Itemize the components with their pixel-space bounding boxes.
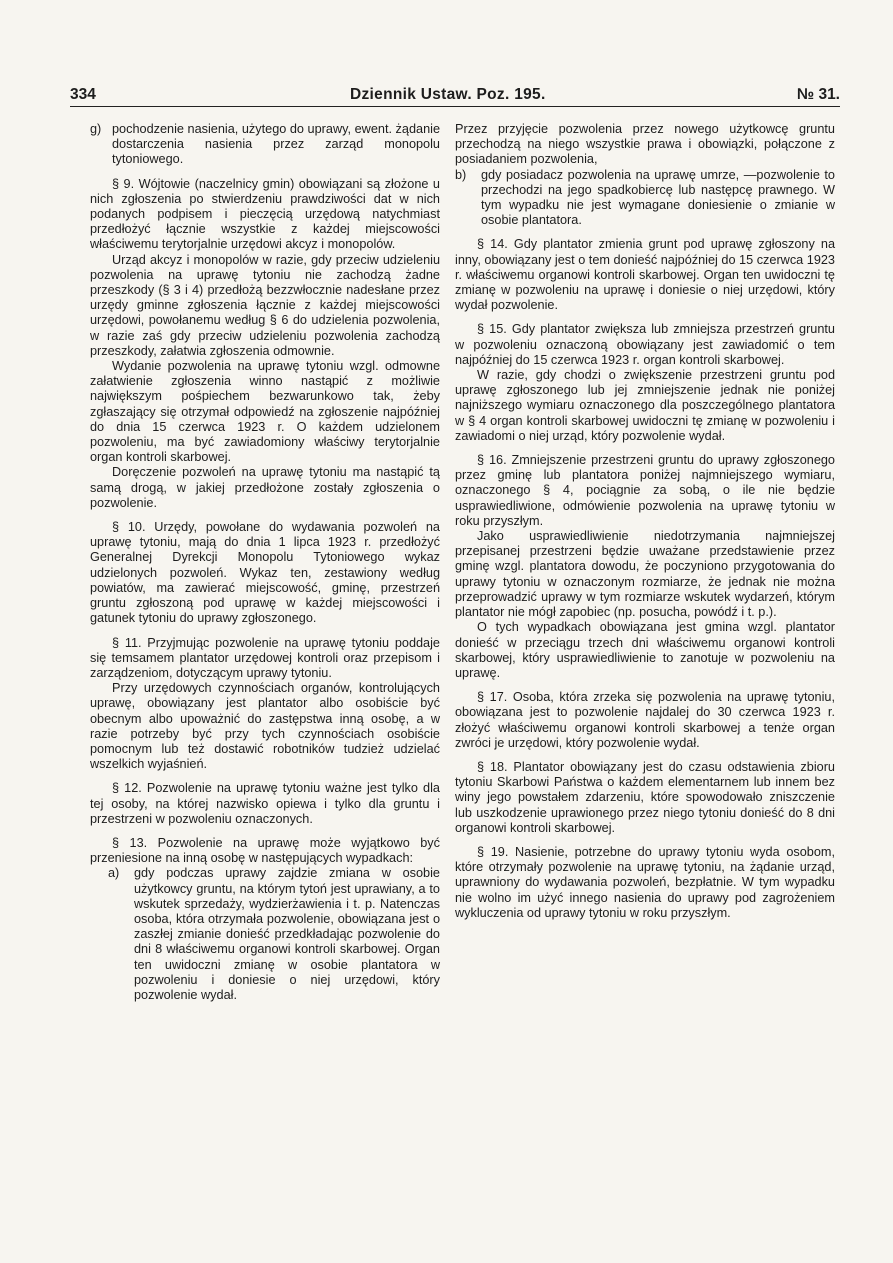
section-16-paragraph: O tych wypadkach obowiązana jest gmina wzgl. plantator donieść w przeciągu trzech dni właściwemu organowi kontroli skarbowej, który usprawiedliwienie to zanotuje w pozwoleniu na uprawę. xyxy=(455,620,835,680)
list-item-a-continuation: Przez przyjęcie pozwolenia przez nowego użytkowcę gruntu przechodzą na niego wszystkie prawa i obowiązki, połączone z posiadaniem pozwolenia, xyxy=(455,122,835,167)
section-16: § 16. Zmniejszenie przestrzeni gruntu do uprawy zgłoszonego przez gminę lub plantatora poniżej najmniejszego wymiaru, oznaczonego § 4, pociągnie za sobą, o ile nie będzie usprawiedliwione, odmówienie pozwolenia na uprawę tytoniu w roku przyszłym. xyxy=(455,453,835,528)
section-16-paragraph: Jako usprawiedliwienie niedotrzymania najmniejszej przepisanej przestrzeni będzie uważane przedstawienie przez gminę wzgl. plantatora dowodu, że poczyniono przygotowania do uprawy tytoniu w oznaczonym rozmiarze, że jednak nie można przeprowadzić uprawy w tym rozmiarze wskutek wydarzeń, którym plantator nie mógł zapobiec (np. posucha, powódź i t. p.). xyxy=(455,529,835,620)
journal-title: Dziennik Ustaw. Poz. 195. xyxy=(350,86,546,103)
list-item-b xyxy=(455,168,835,229)
section-19: § 19. Nasienie, potrzebne do uprawy tytoniu wyda osobom, które otrzymały pozwolenie na uprawę tytoniu, na żądanie urząd, uprawniony do wydawania pozwoleń, bezpłatnie. W tym wypadku nie wolno im użyć innego nasienia do uprawy pod zagrożeniem wykluczenia od uprawy tytoniu w roku przyszłym. xyxy=(455,844,835,920)
item-text: pochodzenie nasienia, użytego do uprawy, ewent. żądanie dostarczenia nasienia przez zarząd monopolu tytoniowego. xyxy=(112,122,440,167)
section-14: § 14. Gdy plantator zmienia grunt pod uprawę zgłoszony na inny, obowiązany jest o tem donieść najpóźniej do 15 czerwca 1923 r. właściwemu organowi kontroli skarbowej. Organ ten uwidoczni tę zmianę w pozwoleniu na uprawę i doniesie o niej urzędowi, który wydał pozwolenie. xyxy=(455,237,835,313)
section-17: § 17. Osoba, która zrzeka się pozwolenia na uprawę tytoniu, obowiązana jest to pozwolenie najdalej do 30 czerwca 1923 r. złożyć właściwemu organowi kontroli skarbowej a tenże organ zwróci je urzędowi, który pozwolenie wydał. xyxy=(455,690,835,750)
page-header xyxy=(70,86,840,108)
section-15: § 15. Gdy plantator zwiększa lub zmniejsza przestrzeń gruntu w pozwoleniu oznaczoną obowiązany jest zawiadomić o tem najpóźniej do 15 czerwca 1923 r. organ kontroli skarbowej. xyxy=(455,322,835,367)
item-label: g) xyxy=(90,122,102,136)
item-label: b) xyxy=(455,167,467,182)
header-rule xyxy=(70,106,840,107)
section-13: § 13. Pozwolenie na uprawę może wyjątkowo być przeniesione na inną osobę w następujących wypadkach: xyxy=(90,835,440,866)
section-12: § 12. Pozwolenie na uprawę tytoniu ważne jest tylko dla tej osoby, na której nazwisko opiewa i tylko dla gruntu i przestrzeni w pozwoleniu oznaczonych. xyxy=(90,781,440,826)
list-item-g xyxy=(90,122,440,168)
left-column xyxy=(90,122,440,1003)
section-18: § 18. Plantator obowiązany jest do czasu odstawienia zbioru tytoniu Skarbowi Państwa o każdem elementarnem lub innem bez winy jego powstałem zdarzeniu, które spowodowało zniszczenie lub uszkodzenie uprawionego przez niego tytoniu donieść do 8 dni organowi kontroli skarbowej. xyxy=(455,759,835,835)
section-9-paragraph: Doręczenie pozwoleń na uprawę tytoniu ma nastąpić tą samą drogą, w jakiej przedłożone zostały zgłoszenia o pozwolenie. xyxy=(90,465,440,510)
issue-number: № 31. xyxy=(796,86,840,103)
section-10: § 10. Urzędy, powołane do wydawania pozwoleń na uprawę tytoniu, mają do dnia 1 lipca 1923 r. przedłożyć Generalnej Dyrekcji Monopolu Tytoniowego wykaz udzielonych pozwoleń. Wykaz ten, zestawiony według powiatów, ma zawierać miejscowość, gminę, przestrzeń gruntu zgłoszoną pod uprawę w każdej miejscowości i gatunek tytoniu do uprawy zgłoszonego. xyxy=(90,520,440,626)
page-number: 334 xyxy=(70,86,96,103)
right-column xyxy=(455,122,835,921)
section-15-paragraph: W razie, gdy chodzi o zwiększenie przestrzeni gruntu pod uprawę zgłoszonego lub jej zmniejszenie jednak nie poniżej najniższego wymiaru oznaczonego dla poszczególnego plantatora w § 4 organ kontroli skarbowej uwidoczni tę zmianę w pozwoleniu i zawiadomi o niej urząd, który pozwolenie wydał. xyxy=(455,368,835,443)
list-item-a xyxy=(108,866,440,1003)
section-9: § 9. Wójtowie (naczelnicy gmin) obowiązani są złożone u nich zgłoszenia po stwierdzeniu prawdziwości dat w nich podanych podpisem i pieczęcią urzędową natychmiast przedłożyć łącznie wszystkie z każdej miejscowości właściwemu terytorjalnie urzędowi akcyz i monopolów. xyxy=(90,176,440,252)
item-text: gdy posiadacz pozwolenia na uprawę umrze, —pozwolenie to przechodzi na jego spadkobiercę lub następcę prawnego. W tym wypadku nie jest wymagane doniesienie o zmianie w osobie plantatora. xyxy=(481,167,835,228)
section-9-paragraph: Urząd akcyz i monopolów w razie, gdy przeciw udzieleniu pozwolenia na uprawę tytoniu nie zachodzą żadne przeszkody (§ 3 i 4) przedłożą bezzwłocznie nadesłane przez urzędy gminne zgłoszenia łącznie z każdej miejscowości urzędowi, powołanemu według § 6 do udzielenia pozwolenia, w razie zaś gdy przeciw udzieleniu pozwolenia zachodzą przeszkody, załatwia zgłoszenia odmownie. xyxy=(90,252,440,358)
section-11: § 11. Przyjmując pozwolenie na uprawę tytoniu poddaje się temsamem plantator urzędowej kontroli oraz przepisom i zarządzeniom, dotyczącym uprawy tytoniu. xyxy=(90,635,440,680)
item-label: a) xyxy=(108,866,120,881)
item-text: gdy podczas uprawy zajdzie zmiana w osobie użytkowcy gruntu, na którym tytoń jest uprawiany, a to wskutek sprzedaży, wydzierżawienia i t. p. Natenczas osoba, która otrzymała pozwolenie, obowiązana jest o zaszłej zmianie donieść przedkładając pozwolenie do dni 8 właściwemu organowi kontroli skarbowej. Organ ten uwidoczni zmianę w osobie plantatora w pozwoleniu i doniesie o niej urzędowi, który pozwolenie wydał. xyxy=(134,866,440,1002)
section-11-paragraph: Przy urzędowych czynnościach organów, kontrolujących uprawę, obowiązany jest plantator albo osobiście być obecnym albo upoważnić do zastępstwa inną osobę, a w razie potrzeby być przy tych czynnościach osobiście pomocnym lub też dostawić robotników tudzież udzielać wszelkich wyjaśnień. xyxy=(90,681,440,772)
section-9-paragraph: Wydanie pozwolenia na uprawę tytoniu wzgl. odmowne załatwienie zgłoszenia winno nastąpić z możliwie największym pośpiechem bezwarunkowo tak, żeby zgłaszający się otrzymał odpowiedź na zgłoszenie najpóźniej do dnia 15 czerwca 1923 r. O każdem udzielonem pozwoleniu, ma być zawiadomiony właściwy terytorjalnie organ kontroli skarbowej. xyxy=(90,359,440,465)
